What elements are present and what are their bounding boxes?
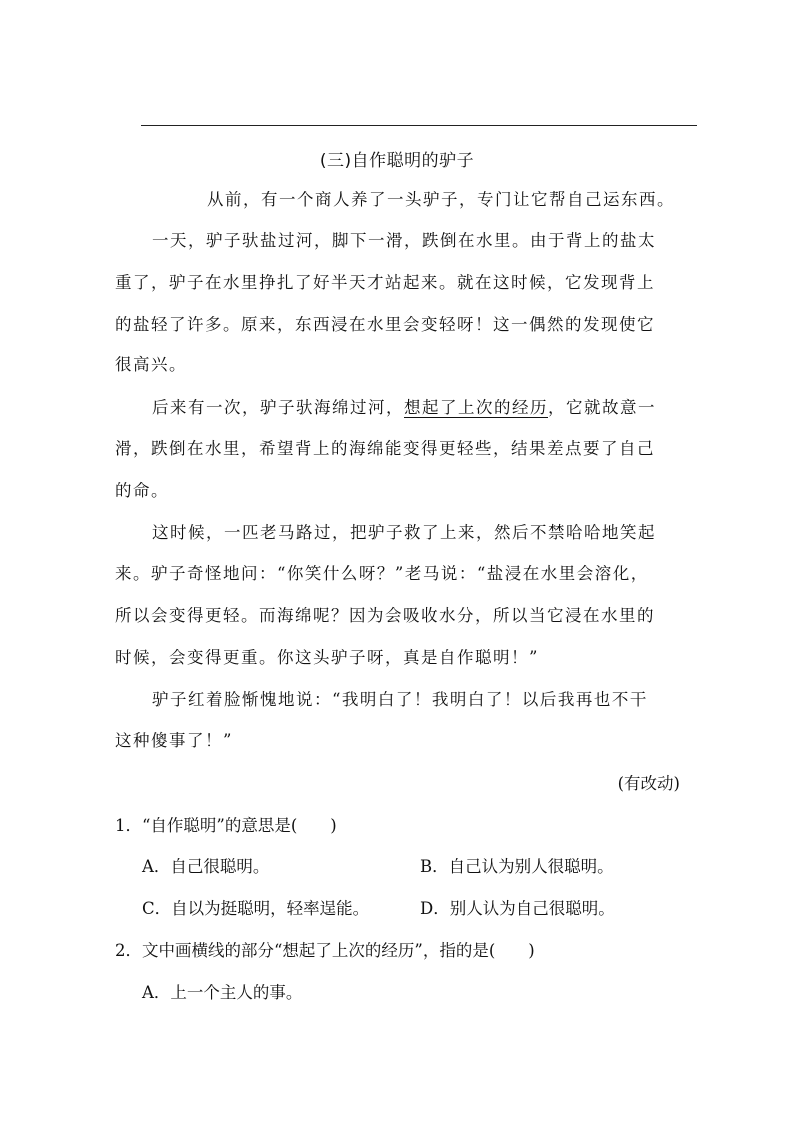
passage-title: (三)自作聪明的驴子 [319,151,475,171]
passage-line-2: 一天，驴子驮盐过河，脚下一滑，跌倒在水里。由于背上的盐太 [152,231,656,250]
passage-line-6-end: ，它就故意一 [548,398,656,417]
question-1-option-a: A．自己很聪明。 [142,857,270,876]
question-1-option-d: D．别人认为自己很聪明。 [420,899,615,918]
passage-line-13: 驴子红着脸惭愧地说：“我明白了！我明白了！以后我再也不干 [152,690,648,709]
question-2-option-a: A．上一个主人的事。 [142,983,303,1002]
header-rule [141,125,697,126]
passage-line-5: 很高兴。 [115,355,187,374]
passage-line-9: 这时候，一匹老马路过，把驴子救了上来，然后不禁哈哈地笑起 [152,523,656,542]
source-note: (有改动) [617,774,680,793]
passage-line-6-start: 后来有一次，驴子驮海绵过河， [152,398,404,417]
passage-line-1: 从前，有一个商人养了一头驴子，专门让它帮自己运东西。 [207,190,675,209]
passage-line-4: 的盐轻了许多。原来，东西浸在水里会变轻呀！这一偶然的发现使它 [115,315,655,334]
passage-line-7: 滑，跌倒在水里，希望背上的海绵能变得更轻些，结果差点要了自己 [115,439,655,458]
question-1-option-c: C．自以为挺聪明，轻率逞能。 [142,899,370,918]
question-2: 2．文中画横线的部分“想起了上次的经历”，指的是( ) [115,941,535,960]
underlined-phrase: 想起了上次的经历 [404,398,548,417]
passage-line-8: 的命。 [115,481,169,500]
passage-line-11: 所以会变得更轻。而海绵呢？因为会吸收水分，所以当它浸在水里的 [115,606,655,625]
passage-line-10: 来。驴子奇怪地问：“你笑什么呀？”老马说：“盐浸在水里会溶化， [115,564,649,583]
passage-line-12: 时候，会变得更重。你这头驴子呀，真是自作聪明！” [115,648,539,667]
question-1: 1．“自作聪明”的意思是( ) [115,816,337,835]
question-1-option-b: B．自己认为别人很聪明。 [420,857,614,876]
passage-line-6 [152,396,681,420]
passage-line-14: 这种傻事了！” [115,731,233,750]
passage-line-3: 重了，驴子在水里挣扎了好半天才站起来。就在这时候，它发现背上 [115,273,655,292]
